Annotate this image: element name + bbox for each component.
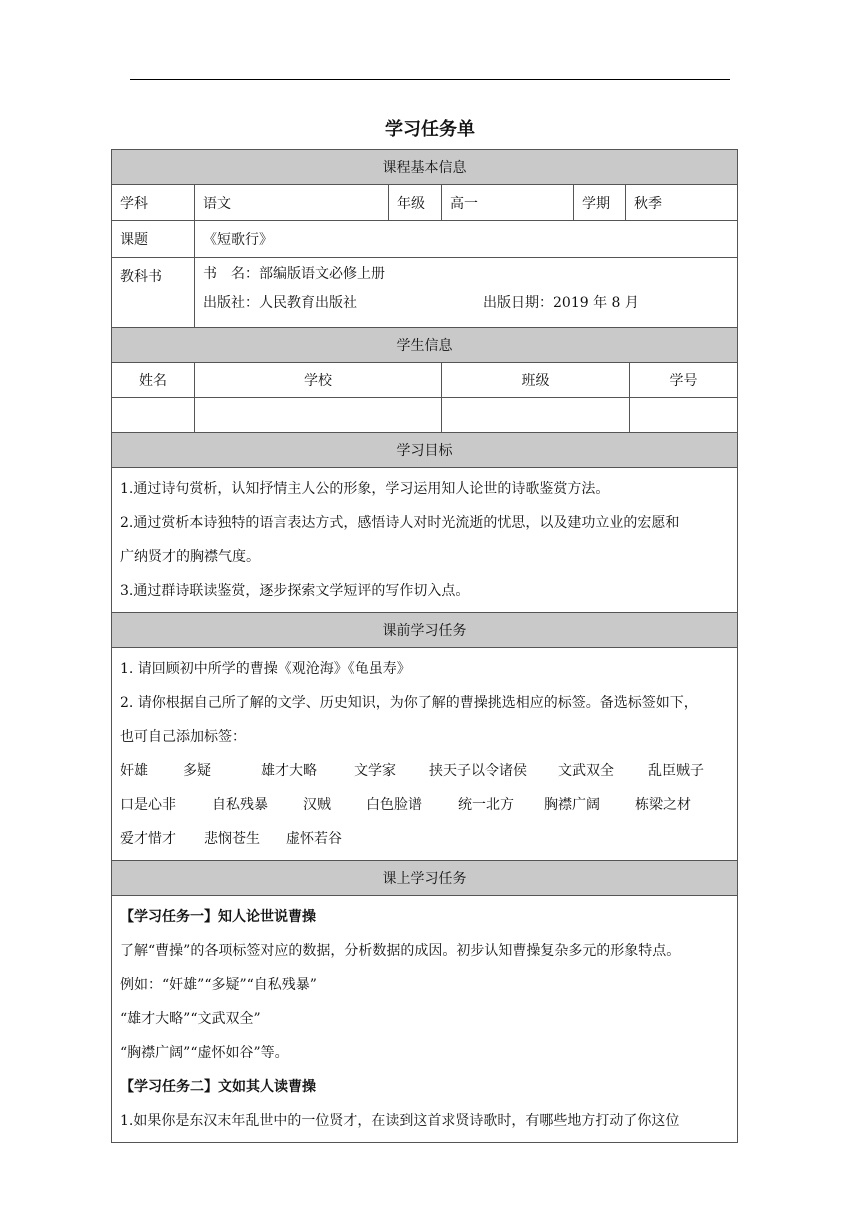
section-header-inclass: 课上学习任务 xyxy=(112,861,738,895)
student-class-header: 班级 xyxy=(442,363,630,397)
tag-row xyxy=(120,754,729,788)
tag: 文学家 xyxy=(354,763,396,779)
task1-line: 例如：“奸雄”“多疑”“自私残暴” xyxy=(120,977,317,993)
term-label: 学期 xyxy=(574,185,626,220)
tag-row xyxy=(120,788,729,822)
grade-label: 年级 xyxy=(389,185,442,220)
section-header-objectives: 学习目标 xyxy=(112,433,738,467)
student-name-header: 姓名 xyxy=(112,363,195,397)
tag: 胸襟广阔 xyxy=(544,797,600,813)
topic-label: 课题 xyxy=(112,221,195,257)
tag: 悲悯苍生 xyxy=(204,831,260,847)
objective-line: 广纳贤才的胸襟气度。 xyxy=(120,549,260,565)
tag: 乱臣贼子 xyxy=(648,763,704,779)
subject-value: 语文 xyxy=(195,185,389,220)
section-header-preclass: 课前学习任务 xyxy=(112,613,738,647)
tag: 虚怀若谷 xyxy=(286,831,342,847)
task2-title: 【学习任务二】文如其人读曹操 xyxy=(120,1079,316,1095)
section-header-student: 学生信息 xyxy=(112,328,738,362)
preclass-line: 也可自己添加标签： xyxy=(120,729,246,745)
page-title: 学习任务单 xyxy=(385,119,475,140)
tag: 奸雄 xyxy=(120,763,148,779)
preclass-line: 1. 请回顾初中所学的曹操《观沧海》《龟虽寿》 xyxy=(120,661,411,677)
grade-value: 高一 xyxy=(442,185,574,220)
tag: 爱才惜才 xyxy=(120,831,176,847)
subject-label: 学科 xyxy=(112,185,195,220)
task1-line: “胸襟广阔”“虚怀如谷”等。 xyxy=(120,1045,289,1061)
section-header-course: 课程基本信息 xyxy=(112,150,738,184)
student-id-field[interactable] xyxy=(630,398,738,432)
term-value: 秋季 xyxy=(626,185,738,220)
tag: 统一北方 xyxy=(458,797,514,813)
student-school-header: 学校 xyxy=(195,363,442,397)
student-name-field[interactable] xyxy=(112,398,195,432)
student-school-field[interactable] xyxy=(195,398,442,432)
tag: 汉贼 xyxy=(303,797,331,813)
objective-line: 2.通过赏析本诗独特的语言表达方式，感悟诗人对时光流逝的忧思，以及建功立业的宏愿和 xyxy=(120,515,680,531)
tag: 自私残暴 xyxy=(212,797,268,813)
task1-title: 【学习任务一】知人论世说曹操 xyxy=(120,909,316,925)
task1-line: “雄才大略”“文武双全” xyxy=(120,1011,261,1027)
publish-date: 出版日期：2019 年 8 月 xyxy=(483,295,639,311)
task1-line: 了解“曹操”的各项标签对应的数据，分析数据的成因。初步认知曹操复杂多元的形象特点。 xyxy=(120,943,681,959)
tag: 雄才大略 xyxy=(261,763,317,779)
tag: 多疑 xyxy=(183,763,211,779)
header-rule xyxy=(130,79,730,80)
task2-line: 1.如果你是东汉末年乱世中的一位贤才，在读到这首求贤诗歌时，有哪些地方打动了你这位 xyxy=(120,1113,680,1129)
tag: 挟天子以令诸侯 xyxy=(429,763,527,779)
tag-row xyxy=(120,822,729,856)
objective-line: 1.通过诗句赏析，认知抒情主人公的形象，学习运用知人论世的诗歌鉴赏方法。 xyxy=(120,481,610,497)
preclass-line: 2. 请你根据自己所了解的文学、历史知识，为你了解的曹操挑选相应的标签。备选标签如下， xyxy=(120,695,698,711)
tag: 栋梁之材 xyxy=(635,797,691,813)
topic-value: 《短歌行》 xyxy=(195,221,738,257)
publisher: 出版社：人民教育出版社 xyxy=(203,295,357,311)
tag: 白色脸谱 xyxy=(366,797,422,813)
textbook-label: 教科书 xyxy=(112,258,195,327)
task-table xyxy=(111,149,738,1143)
student-id-header: 学号 xyxy=(630,363,738,397)
tag: 文武双全 xyxy=(558,763,614,779)
student-class-field[interactable] xyxy=(442,398,630,432)
objective-line: 3.通过群诗联读鉴赏，逐步探索文学短评的写作切入点。 xyxy=(120,583,470,599)
tag: 口是心非 xyxy=(120,797,176,813)
book-name: 书 名：部编版语文必修上册 xyxy=(203,266,385,282)
